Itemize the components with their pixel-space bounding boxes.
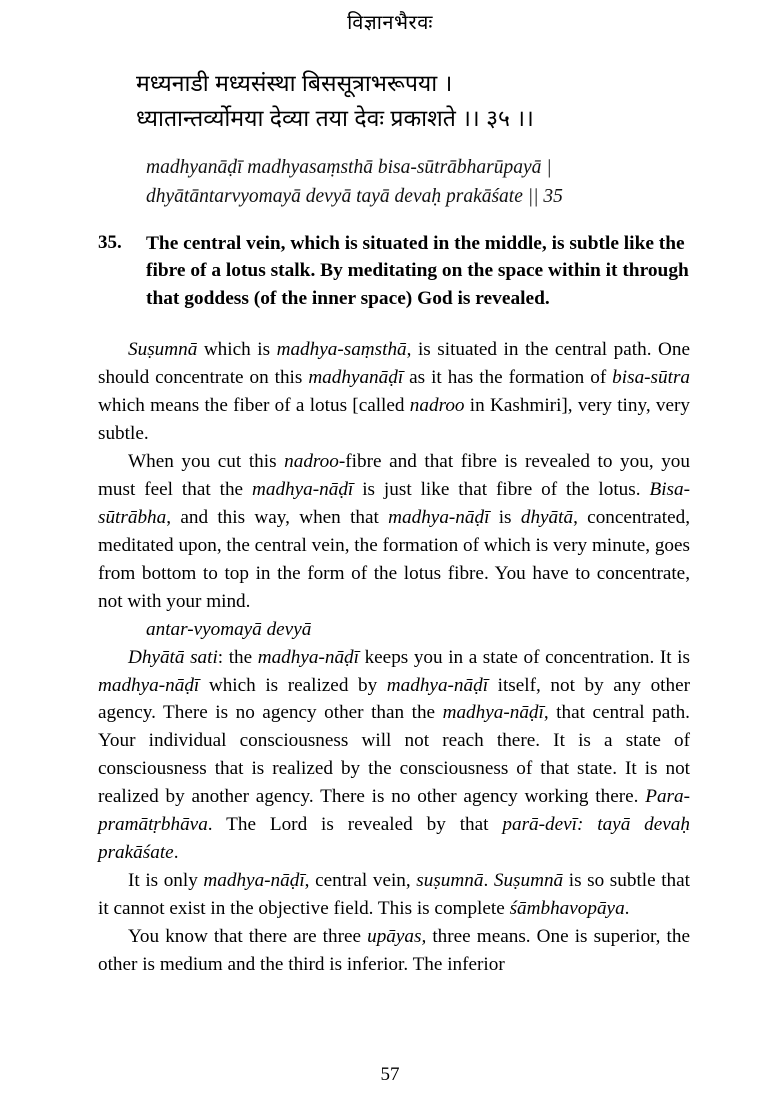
- text-run: is: [489, 506, 521, 528]
- verse-translation-text: The central vein, which is situated in the middle, is subtle like the fibre of a lotus stalk. By meditating on the space within it through that goddess (of the inner space) God is revealed.: [146, 232, 689, 309]
- term-madhya-nadi: madhya-nāḍī: [442, 702, 544, 724]
- text-run: , is situated in the central path. One should concentrate on this: [98, 339, 690, 389]
- sanskrit-verse-line-2: ध्यातान्तर्व्योमया देव्या तया देवः प्रकाशते ।। ३५ ।।: [136, 104, 534, 131]
- term-madhya-nadi: madhya-nāḍī: [257, 646, 359, 668]
- text-run: is just like that fibre of the lotus.: [353, 478, 650, 500]
- text-run: as it has the formation of: [403, 367, 613, 389]
- transliteration-block: [146, 154, 690, 212]
- term-nadroo: nadroo: [409, 395, 465, 417]
- term-bisa-sutra: bisa-sūtra: [612, 367, 690, 389]
- text-run: , concentrated, meditated upon, the central vein, the formation of which is very minute, goes from bottom to top in the form of the lotus fibre. You have to concentrate, not with your mind.: [98, 506, 690, 612]
- commentary-standalone-phrase: antar-vyomayā devyā: [146, 618, 312, 640]
- commentary-paragraph-3: [98, 644, 690, 868]
- text-run: It is only: [128, 870, 204, 892]
- sanskrit-verse-line-1: मध्यनाडी मध्यसंस्था बिससूत्राभरूपया ।: [136, 70, 453, 96]
- verse-translation: [98, 230, 690, 313]
- page-content: [98, 66, 690, 979]
- text-run: .: [624, 898, 630, 920]
- commentary-paragraph-5: [98, 923, 690, 979]
- text-run: which is realized by: [199, 674, 387, 696]
- verse-number: 35.: [98, 231, 122, 253]
- term-sambhavopaya: śāmbhavopāya: [509, 898, 625, 920]
- text-run: itself, not by any other agency. There is no agency other than the: [98, 674, 690, 724]
- running-head: विज्ञानभैरवः: [347, 12, 433, 34]
- term-susumna: Suṣumnā: [128, 339, 198, 361]
- text-run: , central vein,: [304, 870, 417, 892]
- term-madhya-nadi: madhya-nāḍī: [203, 870, 305, 892]
- term-madhya-samstha: madhya-saṃsthā: [276, 339, 407, 361]
- term-dhyata-sati: Dhyātā sati: [128, 646, 218, 668]
- text-run: .: [173, 842, 179, 864]
- text-run: is so subtle that it cannot exist in the objective field. This is complete: [98, 870, 691, 920]
- text-run: , that central path. Your individual consciousness will not reach there. It is a state of consciousness that is realized by the consciousness of that state. It is not realized by another agency. There is no other agency working there.: [98, 702, 690, 808]
- term-bisa-sutrabha: Bisa-sūtrābha: [98, 478, 690, 528]
- commentary-body: [98, 336, 690, 979]
- term-para-devi: parā-devī: tayā devaḥ prakāśate: [98, 814, 690, 864]
- term-madhya-nadi: madhya-nāḍī: [98, 674, 200, 696]
- term-susumna: Suṣumnā: [493, 870, 564, 892]
- text-run: You know that there are three: [128, 925, 368, 947]
- text-run: -fibre and that fibre is revealed to you, you must feel that the: [98, 451, 690, 500]
- term-madhyanadi: madhyanāḍī: [308, 367, 404, 389]
- term-madhya-nadi: madhya-nāḍī: [386, 674, 489, 696]
- text-run: , and this way, when that: [166, 506, 389, 528]
- text-run: which is: [197, 339, 277, 361]
- text-run: .: [483, 870, 494, 892]
- term-madhya-nadi: madhya-nāḍī: [252, 478, 354, 500]
- text-run: three means. One is superior, the other is medium and the third is inferior. The inferior: [98, 925, 690, 975]
- text-run: . The Lord is revealed by that: [207, 814, 503, 836]
- transliteration-line-1: madhyanāḍī madhyasaṃsthā bisa-sūtrābharūpayā |: [146, 156, 552, 178]
- term-nadroo: nadroo: [284, 451, 339, 473]
- commentary-paragraph-2: [98, 448, 690, 616]
- text-run: which means the fiber of a lotus [called: [98, 395, 410, 417]
- page-number: 57: [380, 1064, 400, 1085]
- text-run: : the: [217, 646, 258, 668]
- term-dhyata: dhyātā: [520, 506, 574, 528]
- term-upayas: upāyas,: [367, 925, 427, 947]
- term-susumna: suṣumnā: [416, 870, 484, 892]
- text-run: When you cut this: [128, 451, 285, 473]
- text-run: in Kashmiri], very tiny, very subtle.: [98, 395, 690, 445]
- text-run: keeps you in a state of concentration. It is: [358, 646, 690, 668]
- term-para-pramatrbhava: Para-pramātṛbhāva: [98, 786, 690, 836]
- transliteration-line-2: dhyātāntarvyomayā devyā tayā devaḥ prakāśate || 35: [146, 185, 563, 207]
- commentary-paragraph-1: [98, 336, 690, 448]
- term-madhya-nadi: madhya-nāḍī: [388, 506, 490, 528]
- commentary-paragraph-4: [98, 867, 690, 923]
- sanskrit-verse: [136, 66, 690, 136]
